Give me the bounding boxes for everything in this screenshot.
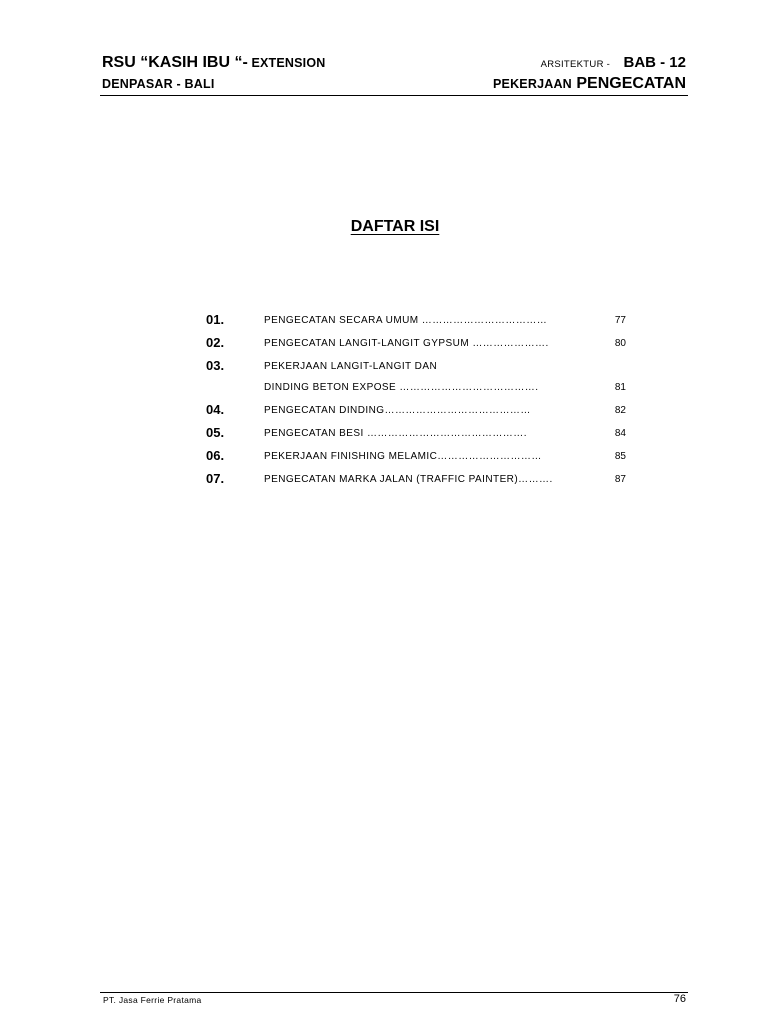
toc-entry-page: 85 — [614, 451, 626, 462]
toc-entry-title — [264, 313, 586, 334]
header-project-name: RSU “KASIH IBU “- — [102, 54, 248, 71]
toc-entry-page: 77 — [614, 315, 626, 326]
toc-entry-number: 02. — [206, 335, 225, 350]
toc-entry-page: 84 — [614, 428, 626, 439]
footer-company: PT. Jasa Ferrie Pratama — [103, 995, 202, 1005]
toc-entry-number: 03. — [206, 358, 225, 373]
table-of-contents — [206, 311, 626, 493]
toc-entry-title — [264, 449, 586, 470]
toc-entry-page: 82 — [614, 405, 626, 416]
toc-entry-title-line: PENGECATAN DINDING…………………………………… — [264, 405, 531, 416]
footer-page-number: 76 — [673, 993, 686, 1005]
toc-entry-number: 04. — [206, 402, 225, 417]
toc-entry-title-line: PENGECATAN LANGIT-LANGIT GYPSUM …………………. — [264, 338, 549, 349]
toc-entry — [206, 311, 626, 334]
toc-entry-page: 80 — [614, 338, 626, 349]
toc-entry-title — [264, 472, 586, 493]
toc-entry — [206, 447, 626, 470]
toc-entry-title-line: PENGECATAN BESI ………………………………………. — [264, 428, 527, 439]
header-location-line — [102, 74, 326, 94]
header-work-label: PEKERJAAN — [493, 77, 572, 91]
header-chapter: BAB - 12 — [623, 54, 686, 71]
toc-entry-page: 81 — [614, 382, 626, 393]
page-title: DAFTAR ISI — [350, 218, 440, 235]
toc-entry-title-line: PENGECATAN SECARA UMUM ……………………………… — [264, 315, 548, 326]
header-divider — [100, 95, 688, 96]
toc-entry-title-line: PEKERJAAN LANGIT-LANGIT DAN — [264, 361, 438, 372]
toc-entry-number: 06. — [206, 448, 225, 463]
header-section-line — [493, 74, 686, 94]
toc-entry — [206, 401, 626, 424]
toc-entry — [206, 424, 626, 447]
header-section-name: PENGECATAN — [576, 75, 686, 92]
header-left — [102, 52, 326, 94]
toc-entry — [206, 334, 626, 357]
header-location: DENPASAR - BALI — [102, 77, 215, 91]
header-chapter-line — [493, 52, 686, 74]
toc-entry-title-line: PEKERJAAN FINISHING MELAMIC………………………… — [264, 451, 542, 462]
toc-entry-number: 05. — [206, 425, 225, 440]
header-discipline: ARSITEKTUR - — [540, 59, 611, 70]
toc-entry-title — [264, 426, 586, 447]
header-project-suffix: EXTENSION — [247, 56, 326, 70]
toc-entry — [206, 357, 626, 401]
toc-entry-title — [264, 403, 586, 424]
header-right — [493, 52, 686, 94]
toc-entry-number: 01. — [206, 312, 225, 327]
toc-entry-title-line: DINDING BETON EXPOSE …………………………………. — [264, 382, 539, 393]
toc-entry — [206, 470, 626, 493]
toc-entry-title — [264, 336, 586, 357]
footer-divider — [100, 992, 688, 993]
toc-entry-title-line: PENGECATAN MARKA JALAN (TRAFFIC PAINTER)………. — [264, 474, 553, 485]
header-project-line — [102, 52, 326, 74]
toc-entry-page: 87 — [614, 474, 626, 485]
toc-entry-number: 07. — [206, 471, 225, 486]
toc-entry-title — [264, 359, 586, 401]
